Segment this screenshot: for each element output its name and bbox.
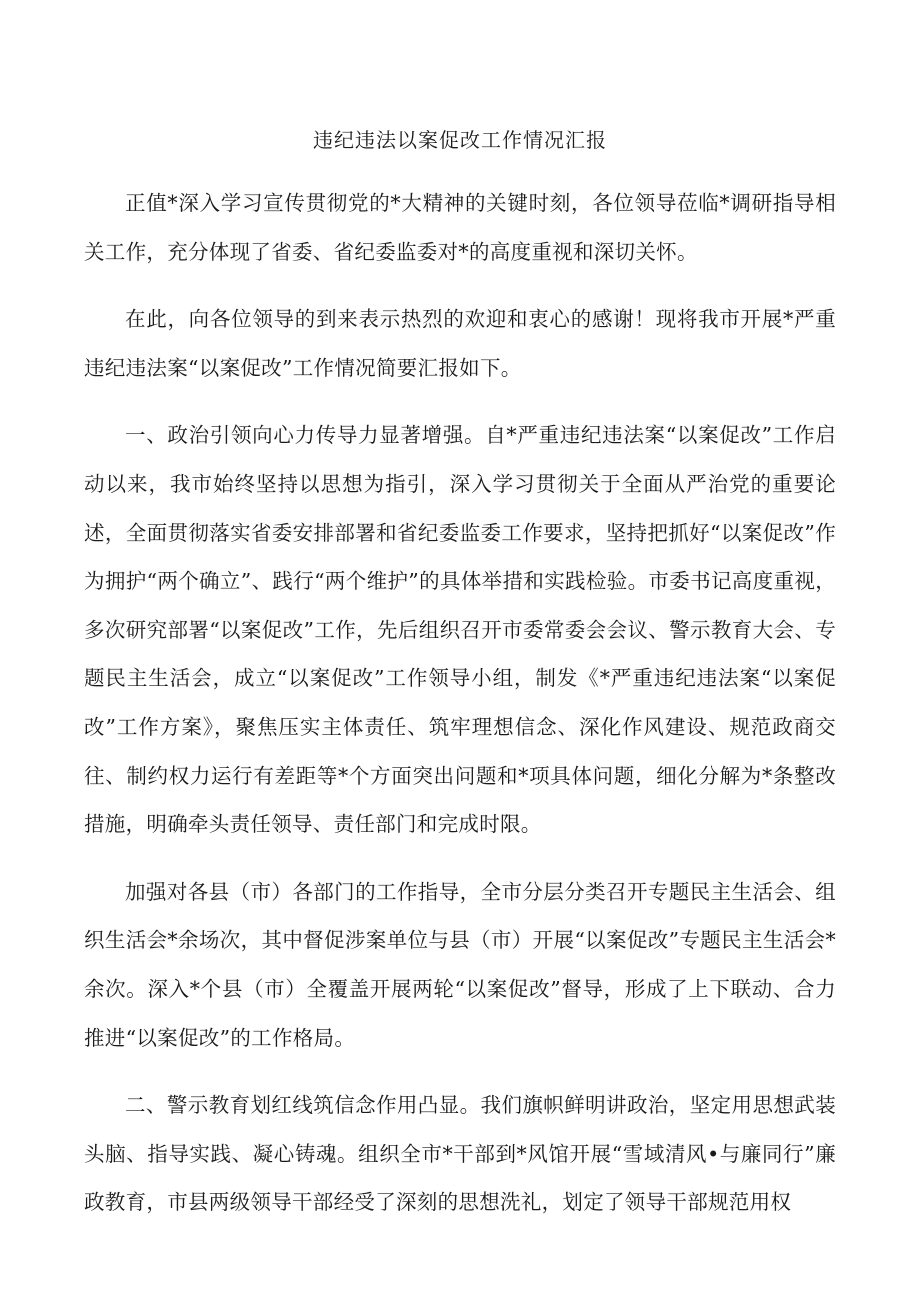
paragraph-intro: 正值*深入学习宣传贯彻党的*大精神的关键时刻，各位领导莅临*调研指导相关工作，充分体现了省委、省纪委监委对*的高度重视和深切关怀。: [84, 191, 836, 264]
paragraph-greeting: 在此，向各位领导的到来表示热烈的欢迎和衷心的感谢！现将我市开展*严重违纪违法案“以案促改”工作情况简要汇报如下。: [84, 307, 836, 380]
paragraph-section-two: 二、警示教育划红线筑信念作用凸显。我们旗帜鲜明讲政治，坚定用思想武装头脑、指导实践、凝心铸魂。组织全市*干部到*风馆开展“雪域清风•与廉同行”廉政教育，市县两级领导干部经受了深刻的思想洗礼，划定了领导干部规范用权: [84, 1093, 836, 1215]
paragraph-guidance: 加强对各县（市）各部门的工作指导，全市分层分类召开专题民主生活会、组织生活会*余场次，其中督促涉案单位与县（市）开展“以案促改”专题民主生活会*余次。深入*个县（市）全覆盖开展两轮“以案促改”督导，形成了上下联动、合力推进“以案促改”的工作格局。: [84, 879, 836, 1050]
document-title: 违纪违法以案促改工作情况汇报: [313, 128, 607, 152]
paragraph-section-one: 一、政治引领向心力传导力显著增强。自*严重违纪违法案“以案促改”工作启动以来，我市始终坚持以思想为指引，深入学习贯彻关于全面从严治党的重要论述，全面贯彻落实省委安排部署和省纪委监委工作要求，坚持把抓好“以案促改”作为拥护“两个确立”、践行“两个维护”的具体举措和实践检验。市委书记高度重视，多次研究部署“以案促改”工作，先后组织召开市委常委会会议、警示教育大会、专题民主生活会，成立“以案促改”工作领导小组，制发《*严重违纪违法案“以案促改”工作方案》，聚焦压实主体责任、筑牢理想信念、深化作风建设、规范政商交往、制约权力运行有差距等*个方面突出问题和*项具体问题，细化分解为*条整改措施，明确牵头责任领导、责任部门和完成时限。: [84, 423, 836, 837]
document-body: [84, 179, 836, 1246]
